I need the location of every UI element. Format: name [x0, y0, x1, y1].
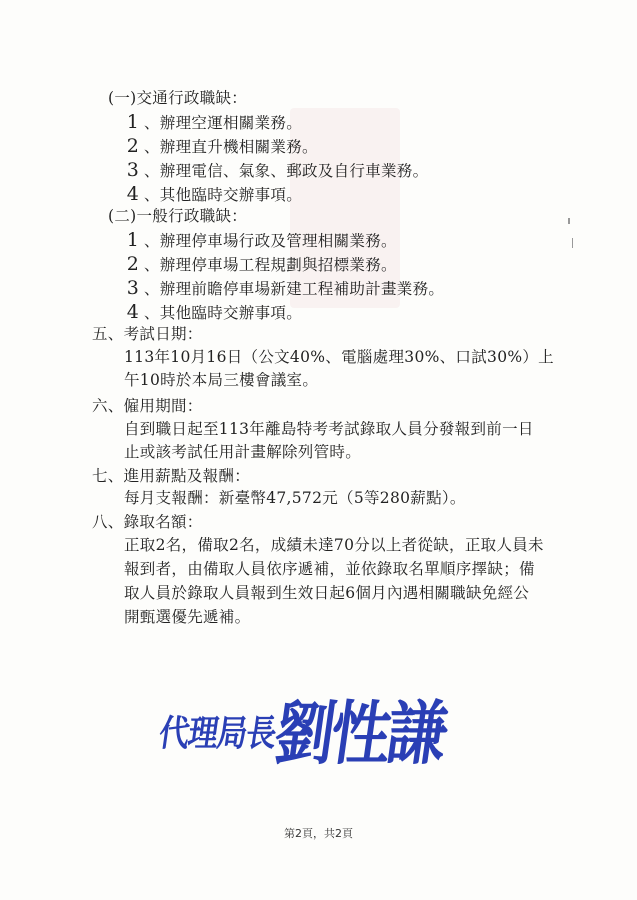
item-number: 2	[126, 135, 140, 157]
admission-line-2: 報到者，由備取人員依序遞補，並依錄取名單順序擇缺；備	[124, 560, 535, 578]
signature-name: 劉性謙	[269, 694, 449, 775]
admission-line-4: 開甄選優先遞補。	[124, 608, 251, 626]
exam-date-line-2: 午10時於本局三樓會議室。	[124, 371, 319, 389]
item-number: 1	[126, 229, 140, 251]
signature-title: 代理局長	[156, 713, 279, 756]
item-text: 、辦理空運相關業務。	[144, 114, 303, 132]
item-number: 3	[126, 159, 140, 181]
traffic-item-2	[124, 136, 318, 157]
item-number: 1	[126, 111, 140, 133]
item-text: 、辦理直升機相關業務。	[144, 138, 318, 156]
item-text: 、辦理停車場工程規劃與招標業務。	[144, 256, 397, 274]
scan-speck	[568, 218, 570, 224]
item-text: 、其他臨時交辦事項。	[144, 186, 303, 204]
scan-speck	[572, 238, 573, 248]
salary-line-1: 每月支報酬：新臺幣47,572元（5等280薪點）。	[124, 489, 466, 507]
item-number: 3	[126, 277, 140, 299]
employment-period-heading: 六、僱用期間：	[92, 397, 203, 415]
general-section-heading: (二)一般行政職缺：	[108, 207, 248, 225]
admission-heading: 八、錄取名額：	[92, 513, 203, 531]
general-item-4	[124, 302, 302, 323]
traffic-section-heading: (一)交通行政職缺：	[108, 89, 248, 107]
exam-date-heading: 五、考試日期：	[92, 325, 203, 343]
page-number-footer: 第2頁，共2頁	[284, 827, 353, 840]
item-text: 、辦理電信、氣象、郵政及自行車業務。	[144, 162, 429, 180]
admission-line-3: 取人員於錄取人員報到生效日起6個月內遇相關職缺免經公	[124, 584, 530, 602]
item-text: 、辦理停車場行政及管理相關業務。	[144, 232, 397, 250]
item-text: 、辦理前瞻停車場新建工程補助計畫業務。	[144, 280, 445, 298]
traffic-item-4	[124, 184, 302, 205]
exam-date-line-1: 113年10月16日（公文40%、電腦處理30%、口試30%）上	[124, 348, 554, 366]
employment-period-line-2: 止或該考試任用計畫解除列管時。	[124, 443, 362, 461]
traffic-item-1	[124, 112, 302, 133]
signature-stamp	[156, 686, 480, 776]
traffic-item-3	[124, 160, 428, 181]
general-item-1	[124, 230, 397, 251]
item-number: 2	[126, 253, 140, 275]
item-number: 4	[126, 183, 140, 205]
admission-line-1: 正取2名，備取2名，成績未達70分以上者從缺，正取人員未	[124, 536, 544, 554]
general-item-3	[124, 278, 444, 299]
employment-period-line-1: 自到職日起至113年離島特考考試錄取人員分發報到前一日	[124, 420, 534, 438]
item-number: 4	[126, 301, 140, 323]
salary-heading: 七、進用薪點及報酬：	[92, 467, 251, 485]
item-text: 、其他臨時交辦事項。	[144, 304, 303, 322]
general-item-2	[124, 254, 397, 275]
